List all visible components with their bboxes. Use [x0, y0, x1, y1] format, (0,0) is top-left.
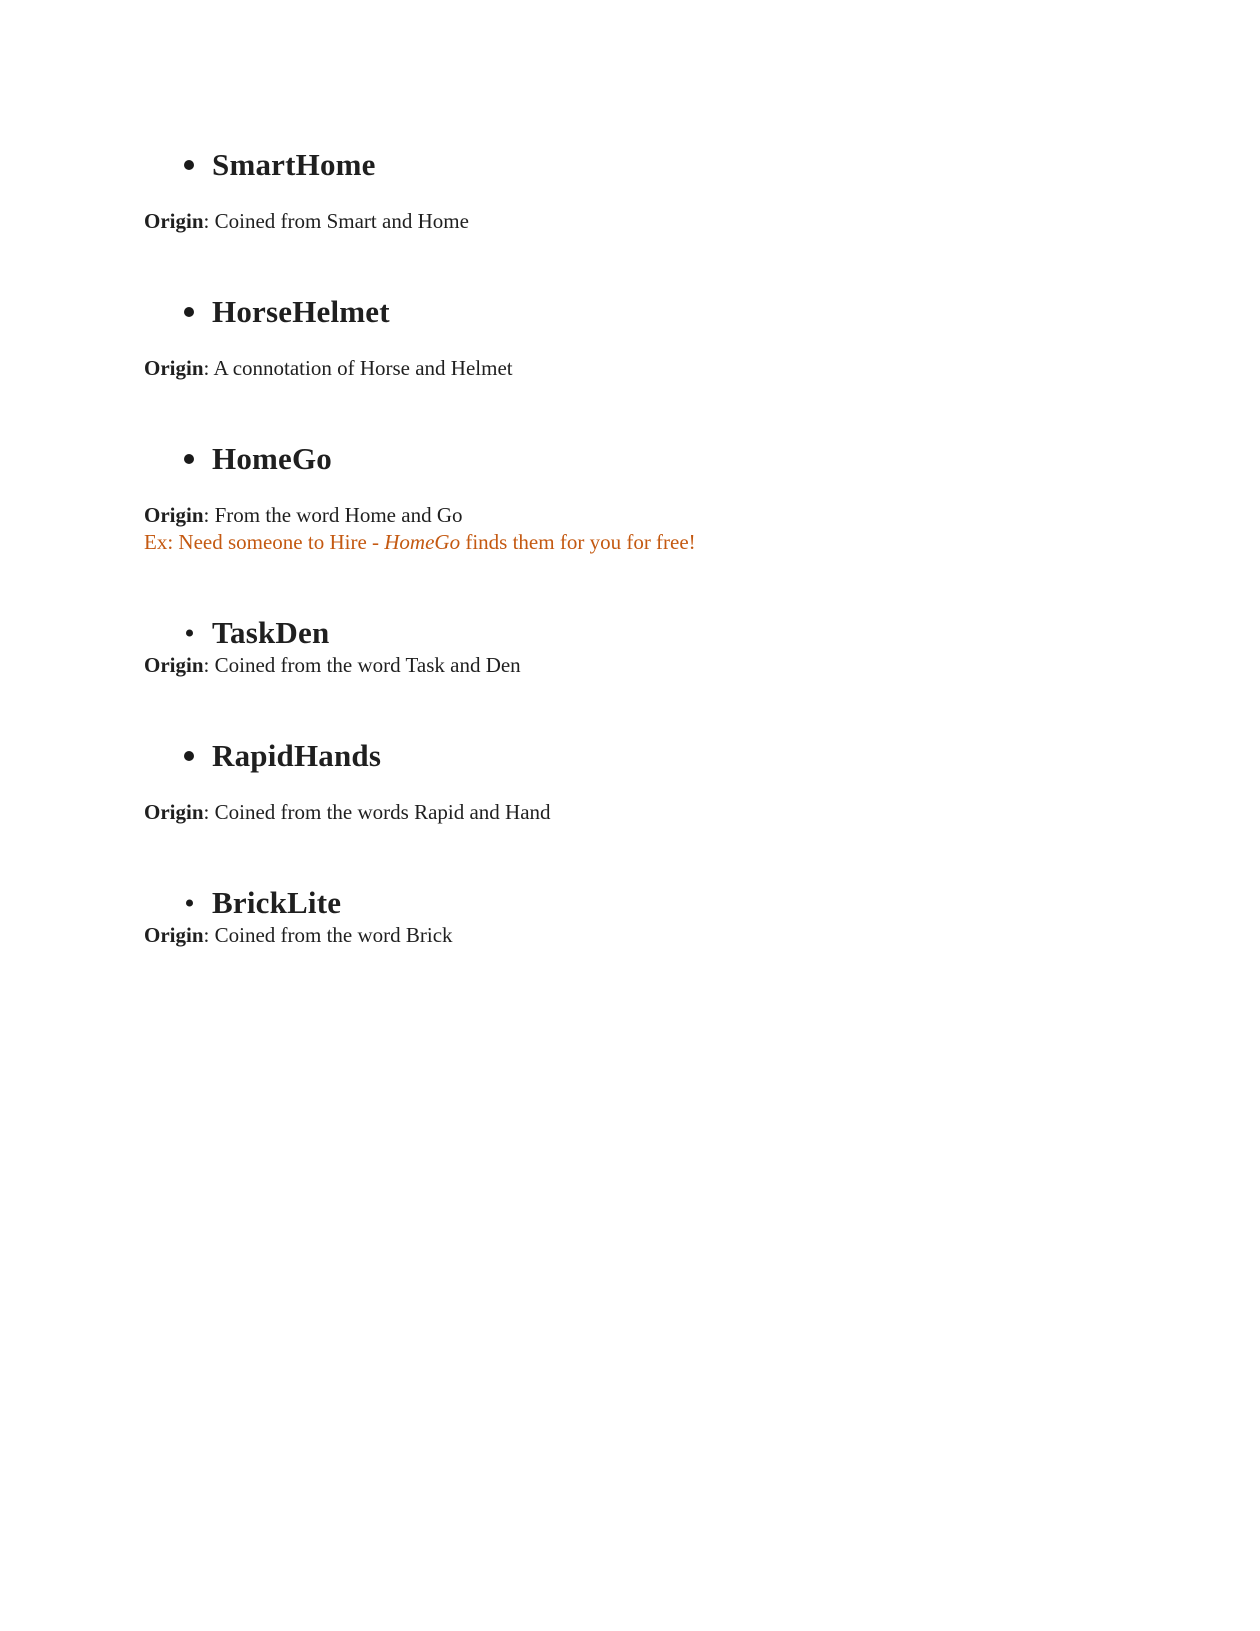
bullet-icon — [184, 454, 194, 464]
bullet-icon — [184, 307, 194, 317]
bullet-icon — [184, 160, 194, 170]
origin-label: Origin — [144, 356, 204, 380]
origin-line — [144, 799, 1120, 826]
brand-name: HomeGo — [212, 441, 333, 476]
brand-name: TaskDen — [212, 615, 330, 650]
bullet-icon — [184, 751, 194, 761]
brand-name: RapidHands — [212, 738, 382, 773]
brand-name-heading — [144, 440, 1120, 478]
origin-line — [144, 922, 1120, 949]
example-brand-italic: HomeGo — [384, 530, 461, 554]
example-prefix: Ex: Need someone to Hire - — [144, 530, 385, 554]
example-line — [144, 529, 1120, 556]
example-suffix: finds them for you for free! — [460, 530, 696, 554]
brand-name-heading — [144, 737, 1120, 775]
origin-text: : Coined from the word Brick — [203, 923, 453, 947]
brand-entry — [144, 737, 1120, 826]
brand-name-heading — [144, 884, 1120, 922]
brand-entry — [144, 146, 1120, 235]
origin-line — [144, 502, 1120, 529]
origin-line — [144, 208, 1120, 235]
origin-line — [144, 355, 1120, 382]
origin-text: : Coined from the words Rapid and Hand — [203, 800, 551, 824]
bullet-icon — [186, 900, 193, 907]
brand-name-heading — [144, 146, 1120, 184]
bullet-icon — [186, 630, 193, 637]
brand-entry — [144, 293, 1120, 382]
brand-name: BrickLite — [212, 885, 342, 920]
brand-name: SmartHome — [212, 147, 376, 182]
origin-label: Origin — [144, 800, 204, 824]
origin-text: : A connotation of Horse and Helmet — [203, 356, 513, 380]
origin-label: Origin — [144, 653, 204, 677]
origin-label: Origin — [144, 503, 204, 527]
brand-name: HorseHelmet — [212, 294, 390, 329]
brand-name-heading — [144, 614, 1120, 652]
origin-label: Origin — [144, 923, 204, 947]
brand-entry — [144, 440, 1120, 556]
brand-entry — [144, 884, 1120, 949]
brand-name-heading — [144, 293, 1120, 331]
origin-text: : From the word Home and Go — [203, 503, 463, 527]
origin-label: Origin — [144, 209, 204, 233]
origin-line — [144, 652, 1120, 679]
brand-entry — [144, 614, 1120, 679]
origin-text: : Coined from Smart and Home — [203, 209, 469, 233]
origin-text: : Coined from the word Task and Den — [203, 653, 521, 677]
